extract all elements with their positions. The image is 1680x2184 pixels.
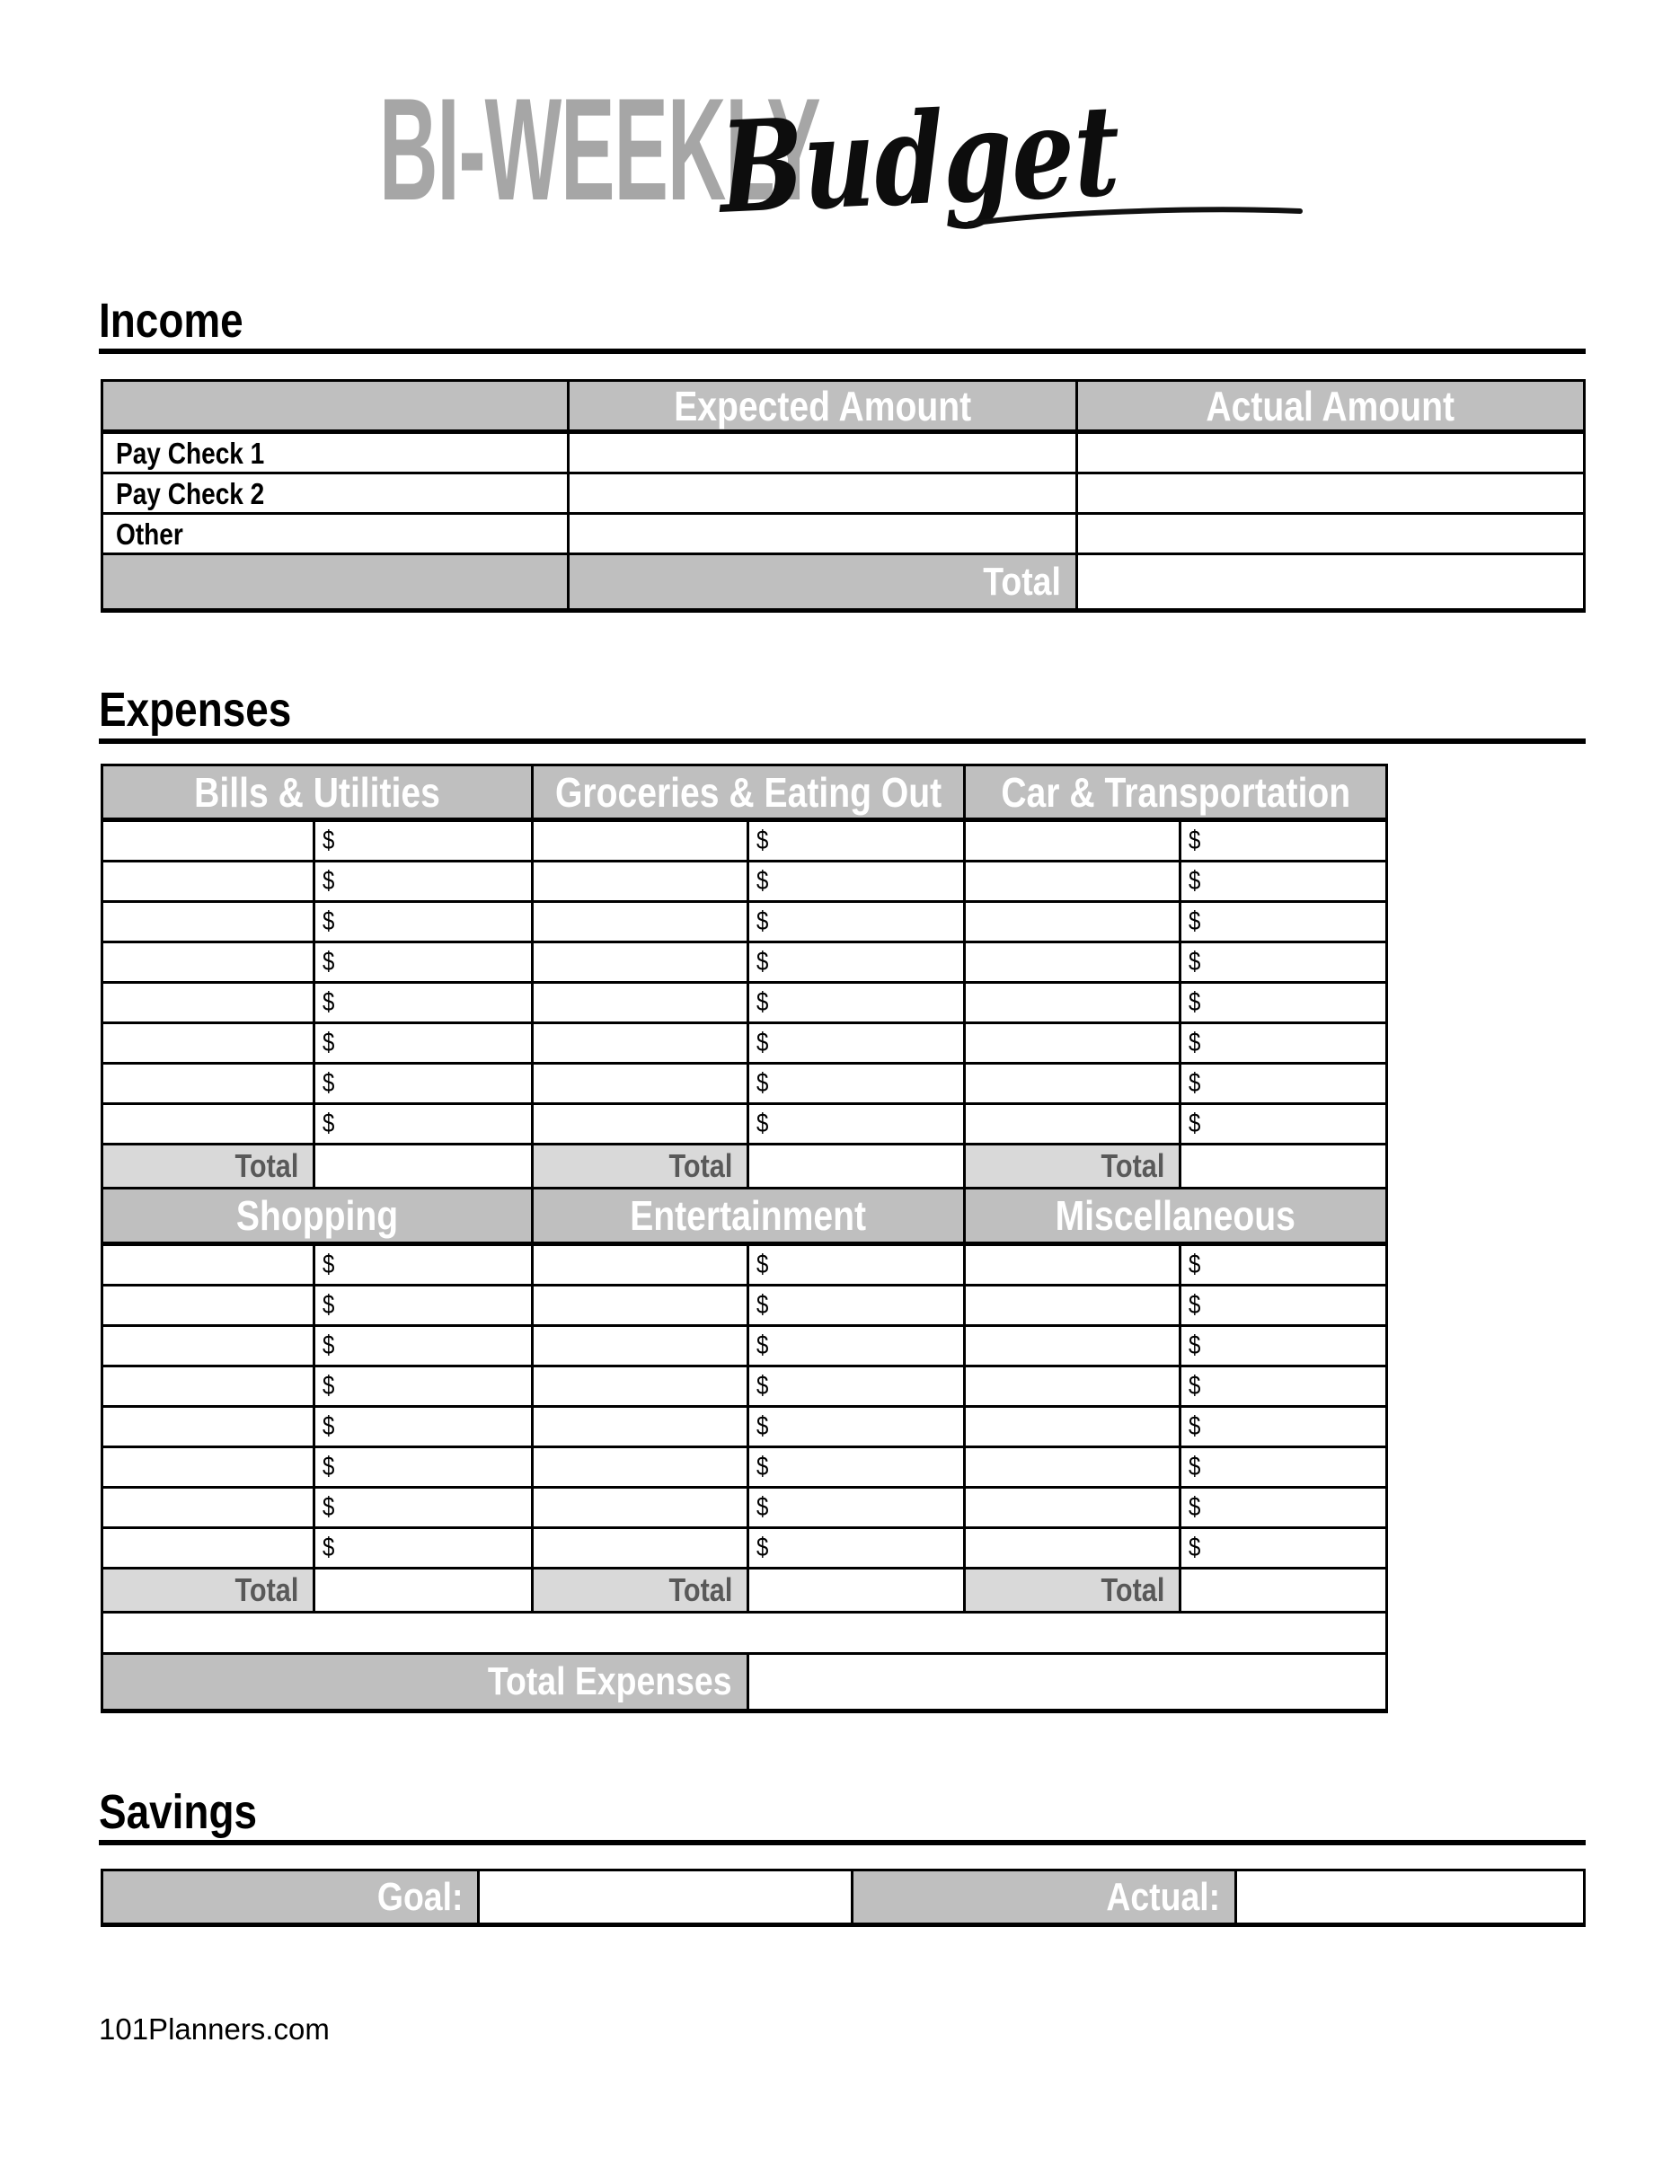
- income-heading-rule: [99, 349, 1586, 354]
- savings-table: [101, 1869, 1586, 1927]
- expense-amount-input-shopping-row1[interactable]: $: [315, 1246, 534, 1287]
- expense-item-input-shopping-row5[interactable]: [103, 1408, 315, 1448]
- expense-item-input-car-transportation-row7[interactable]: [966, 1065, 1181, 1105]
- income-expected-input-pay-check-1[interactable]: [570, 434, 1078, 474]
- expense-item-input-miscellaneous-row6[interactable]: [966, 1448, 1181, 1489]
- expense-item-input-car-transportation-row4[interactable]: [966, 943, 1181, 984]
- expense-amount-input-groceries-eating-out-row5[interactable]: $: [749, 984, 966, 1024]
- expense-amount-input-shopping-row5[interactable]: $: [315, 1408, 534, 1448]
- expense-item-input-shopping-row2[interactable]: [103, 1287, 315, 1327]
- expense-amount-input-entertainment-row4[interactable]: $: [749, 1367, 966, 1408]
- expense-item-input-groceries-eating-out-row8[interactable]: [534, 1105, 749, 1145]
- expense-amount-input-groceries-eating-out-row4[interactable]: $: [749, 943, 966, 984]
- title-budget-script: Budget: [718, 77, 1122, 243]
- expenses-heading: Expenses: [99, 683, 292, 737]
- expense-item-input-miscellaneous-row7[interactable]: [966, 1489, 1181, 1529]
- expense-amount-input-shopping-row2[interactable]: $: [315, 1287, 534, 1327]
- total-expenses-label: Total Expenses: [103, 1655, 749, 1709]
- expense-amount-input-entertainment-row3[interactable]: $: [749, 1327, 966, 1367]
- expense-amount-input-car-transportation-row1[interactable]: $: [1181, 822, 1385, 862]
- income-expected-input-pay-check-2[interactable]: [570, 474, 1078, 515]
- expense-amount-input-groceries-eating-out-row1[interactable]: $: [749, 822, 966, 862]
- expense-amount-input-entertainment-row5[interactable]: $: [749, 1408, 966, 1448]
- expense-total-input-car-transportation[interactable]: [1181, 1145, 1385, 1189]
- expenses-table: [101, 764, 1388, 1713]
- expense-amount-input-car-transportation-row5[interactable]: $: [1181, 984, 1385, 1024]
- income-actual-input-other[interactable]: [1078, 515, 1583, 555]
- expense-item-input-shopping-row6[interactable]: [103, 1448, 315, 1489]
- income-row-label-pay-check-2: Pay Check 2: [103, 474, 570, 515]
- income-header-actual-amount: Actual Amount: [1078, 382, 1583, 434]
- income-row-label-pay-check-1: Pay Check 1: [103, 434, 570, 474]
- expense-item-input-miscellaneous-row8[interactable]: [966, 1529, 1181, 1569]
- expense-total-input-groceries-eating-out[interactable]: [749, 1145, 966, 1189]
- expense-item-input-shopping-row8[interactable]: [103, 1529, 315, 1569]
- expense-item-input-car-transportation-row3[interactable]: [966, 903, 1181, 943]
- expense-item-input-entertainment-row4[interactable]: [534, 1367, 749, 1408]
- expense-item-input-car-transportation-row6[interactable]: [966, 1024, 1181, 1065]
- expense-item-input-groceries-eating-out-row6[interactable]: [534, 1024, 749, 1065]
- expense-item-input-groceries-eating-out-row7[interactable]: [534, 1065, 749, 1105]
- expense-amount-input-car-transportation-row7[interactable]: $: [1181, 1065, 1385, 1105]
- expense-total-input-entertainment[interactable]: [749, 1569, 966, 1614]
- expense-item-input-miscellaneous-row3[interactable]: [966, 1327, 1181, 1367]
- income-total-label: Total: [570, 555, 1078, 608]
- income-actual-input-pay-check-2[interactable]: [1078, 474, 1583, 515]
- income-header-expected-amount: Expected Amount: [570, 382, 1078, 434]
- expense-category-header-car-transportation: Car & Transportation: [966, 766, 1385, 822]
- income-row-label-other: Other: [103, 515, 570, 555]
- expense-item-input-bills-utilities-row8[interactable]: [103, 1105, 315, 1145]
- expense-item-input-car-transportation-row8[interactable]: [966, 1105, 1181, 1145]
- expense-item-input-bills-utilities-row6[interactable]: [103, 1024, 315, 1065]
- expense-item-input-bills-utilities-row3[interactable]: [103, 903, 315, 943]
- savings-goal-label: Goal:: [103, 1871, 480, 1923]
- expense-amount-input-shopping-row6[interactable]: $: [315, 1448, 534, 1489]
- expense-total-label-car-transportation: Total: [966, 1145, 1181, 1189]
- expense-item-input-miscellaneous-row2[interactable]: [966, 1287, 1181, 1327]
- expense-item-input-entertainment-row1[interactable]: [534, 1246, 749, 1287]
- expense-total-label-shopping: Total: [103, 1569, 315, 1614]
- expense-item-input-groceries-eating-out-row2[interactable]: [534, 862, 749, 903]
- expense-item-input-groceries-eating-out-row5[interactable]: [534, 984, 749, 1024]
- expense-item-input-car-transportation-row5[interactable]: [966, 984, 1181, 1024]
- expense-amount-input-shopping-row3[interactable]: $: [315, 1327, 534, 1367]
- expense-item-input-entertainment-row6[interactable]: [534, 1448, 749, 1489]
- savings-actual-label: Actual:: [853, 1871, 1237, 1923]
- title-underline-swoosh: [966, 199, 1307, 230]
- expense-item-input-entertainment-row5[interactable]: [534, 1408, 749, 1448]
- expense-amount-input-car-transportation-row4[interactable]: $: [1181, 943, 1385, 984]
- expense-category-header-bills-utilities: Bills & Utilities: [103, 766, 534, 822]
- expense-item-input-bills-utilities-row2[interactable]: [103, 862, 315, 903]
- expense-amount-input-car-transportation-row2[interactable]: $: [1181, 862, 1385, 903]
- expense-total-label-entertainment: Total: [534, 1569, 749, 1614]
- expense-total-label-bills-utilities: Total: [103, 1145, 315, 1189]
- expense-amount-input-groceries-eating-out-row7[interactable]: $: [749, 1065, 966, 1105]
- income-heading: Income: [99, 294, 243, 348]
- expense-amount-input-miscellaneous-row8[interactable]: $: [1181, 1529, 1385, 1569]
- expenses-blank-row: [103, 1614, 1385, 1655]
- expense-amount-input-miscellaneous-row3[interactable]: $: [1181, 1327, 1385, 1367]
- expense-amount-input-bills-utilities-row7[interactable]: $: [315, 1065, 534, 1105]
- expense-category-header-entertainment: Entertainment: [534, 1189, 966, 1246]
- expense-amount-input-bills-utilities-row1[interactable]: $: [315, 822, 534, 862]
- income-total-value-input[interactable]: [1078, 555, 1583, 608]
- expense-amount-input-car-transportation-row8[interactable]: $: [1181, 1105, 1385, 1145]
- expense-amount-input-shopping-row7[interactable]: $: [315, 1489, 534, 1529]
- expense-item-input-entertainment-row8[interactable]: [534, 1529, 749, 1569]
- expense-item-input-groceries-eating-out-row1[interactable]: [534, 822, 749, 862]
- expense-item-input-shopping-row1[interactable]: [103, 1246, 315, 1287]
- footer-site-text: 101Planners.com: [99, 2012, 330, 2046]
- expense-item-input-shopping-row4[interactable]: [103, 1367, 315, 1408]
- total-expenses-value-input[interactable]: [749, 1655, 1385, 1709]
- expense-item-input-entertainment-row7[interactable]: [534, 1489, 749, 1529]
- expense-item-input-bills-utilities-row7[interactable]: [103, 1065, 315, 1105]
- expense-amount-input-entertainment-row1[interactable]: $: [749, 1246, 966, 1287]
- income-table: [101, 379, 1586, 613]
- expense-item-input-car-transportation-row1[interactable]: [966, 822, 1181, 862]
- expense-amount-input-miscellaneous-row2[interactable]: $: [1181, 1287, 1385, 1327]
- expense-item-input-groceries-eating-out-row3[interactable]: [534, 903, 749, 943]
- expense-total-input-bills-utilities[interactable]: [315, 1145, 534, 1189]
- expense-total-input-shopping[interactable]: [315, 1569, 534, 1614]
- expense-item-input-car-transportation-row2[interactable]: [966, 862, 1181, 903]
- expense-amount-input-shopping-row4[interactable]: $: [315, 1367, 534, 1408]
- income-actual-input-pay-check-1[interactable]: [1078, 434, 1583, 474]
- expense-category-header-groceries-eating-out: Groceries & Eating Out: [534, 766, 966, 822]
- expense-amount-input-car-transportation-row6[interactable]: $: [1181, 1024, 1385, 1065]
- expense-amount-input-bills-utilities-row3[interactable]: $: [315, 903, 534, 943]
- income-expected-input-other[interactable]: [570, 515, 1078, 555]
- expense-item-input-entertainment-row2[interactable]: [534, 1287, 749, 1327]
- expense-category-header-miscellaneous: Miscellaneous: [966, 1189, 1385, 1246]
- expense-amount-input-bills-utilities-row8[interactable]: $: [315, 1105, 534, 1145]
- expense-amount-input-bills-utilities-row6[interactable]: $: [315, 1024, 534, 1065]
- income-header-blank-cell: [103, 382, 570, 434]
- expense-category-header-shopping: Shopping: [103, 1189, 534, 1246]
- savings-heading-rule: [99, 1840, 1586, 1845]
- expense-total-input-miscellaneous[interactable]: [1181, 1569, 1385, 1614]
- expense-item-input-shopping-row7[interactable]: [103, 1489, 315, 1529]
- expense-item-input-bills-utilities-row4[interactable]: [103, 943, 315, 984]
- expense-total-label-miscellaneous: Total: [966, 1569, 1181, 1614]
- expense-item-input-bills-utilities-row1[interactable]: [103, 822, 315, 862]
- savings-actual-input[interactable]: [1237, 1871, 1583, 1923]
- savings-goal-input[interactable]: [480, 1871, 853, 1923]
- expense-amount-input-miscellaneous-row6[interactable]: $: [1181, 1448, 1385, 1489]
- expense-amount-input-entertainment-row2[interactable]: $: [749, 1287, 966, 1327]
- expense-item-input-groceries-eating-out-row4[interactable]: [534, 943, 749, 984]
- expense-item-input-miscellaneous-row5[interactable]: [966, 1408, 1181, 1448]
- expense-amount-input-miscellaneous-row4[interactable]: $: [1181, 1367, 1385, 1408]
- expense-amount-input-groceries-eating-out-row2[interactable]: $: [749, 862, 966, 903]
- expense-item-input-miscellaneous-row1[interactable]: [966, 1246, 1181, 1287]
- savings-heading: Savings: [99, 1785, 258, 1839]
- expense-amount-input-bills-utilities-row2[interactable]: $: [315, 862, 534, 903]
- expense-item-input-bills-utilities-row5[interactable]: [103, 984, 315, 1024]
- expense-amount-input-entertainment-row6[interactable]: $: [749, 1448, 966, 1489]
- expense-amount-input-car-transportation-row3[interactable]: $: [1181, 903, 1385, 943]
- expense-amount-input-bills-utilities-row5[interactable]: $: [315, 984, 534, 1024]
- expense-item-input-miscellaneous-row4[interactable]: [966, 1367, 1181, 1408]
- expense-amount-input-miscellaneous-row5[interactable]: $: [1181, 1408, 1385, 1448]
- expense-amount-input-shopping-row8[interactable]: $: [315, 1529, 534, 1569]
- expense-item-input-shopping-row3[interactable]: [103, 1327, 315, 1367]
- income-total-blank-cell: [103, 555, 570, 608]
- expense-amount-input-groceries-eating-out-row3[interactable]: $: [749, 903, 966, 943]
- expense-amount-input-groceries-eating-out-row8[interactable]: $: [749, 1105, 966, 1145]
- expense-amount-input-bills-utilities-row4[interactable]: $: [315, 943, 534, 984]
- expense-amount-input-miscellaneous-row1[interactable]: $: [1181, 1246, 1385, 1287]
- expense-amount-input-entertainment-row8[interactable]: $: [749, 1529, 966, 1569]
- expense-total-label-groceries-eating-out: Total: [534, 1145, 749, 1189]
- expense-amount-input-entertainment-row7[interactable]: $: [749, 1489, 966, 1529]
- title-biweekly: BI-WEEKLY: [379, 68, 820, 231]
- expense-amount-input-miscellaneous-row7[interactable]: $: [1181, 1489, 1385, 1529]
- expense-item-input-entertainment-row3[interactable]: [534, 1327, 749, 1367]
- expense-amount-input-groceries-eating-out-row6[interactable]: $: [749, 1024, 966, 1065]
- expenses-heading-rule: [99, 738, 1586, 744]
